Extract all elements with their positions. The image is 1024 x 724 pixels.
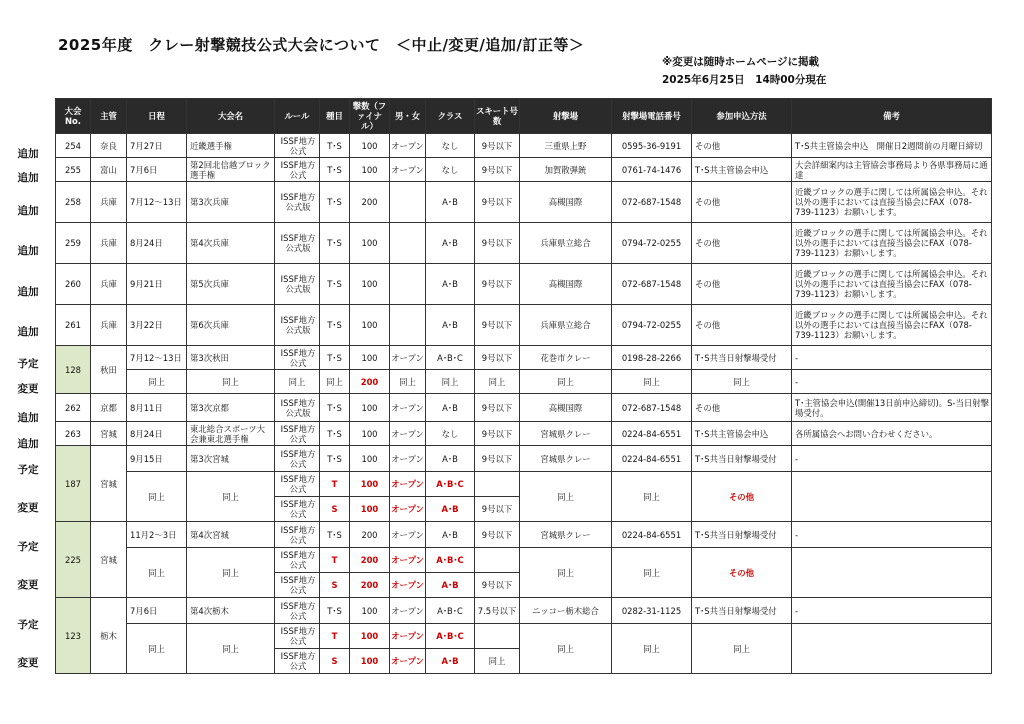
cell-no: 263 — [56, 422, 91, 446]
col-header-phone: 射撃場電話番号 — [612, 99, 692, 134]
table-row — [56, 134, 992, 158]
table-row — [56, 305, 992, 346]
cell-no: 254 — [56, 134, 91, 158]
cell-host: 富山 — [91, 158, 127, 182]
cell-shots: 100 — [350, 598, 390, 624]
cell-event: T — [320, 472, 350, 497]
cell-range: 兵庫県立総合 — [520, 223, 612, 264]
cell-event: S — [320, 573, 350, 598]
cell-apply: T･S共当日射撃場受付 — [692, 522, 792, 548]
cell-date: 11月2～3日 — [127, 522, 187, 548]
cell-rule: ISSF地方公式版 — [275, 182, 320, 223]
cell-event: T･S — [320, 182, 350, 223]
cell-remarks — [792, 472, 992, 522]
cell-gender: オープン — [390, 573, 426, 598]
cell-range: 高槻国際 — [520, 264, 612, 305]
status-label: 追加 — [17, 172, 39, 184]
cell-remarks: 大会詳細案内は主管協会事務局より各県事務局に通達 — [792, 158, 992, 182]
cell-name: 第3次秋田 — [187, 346, 275, 370]
table-row — [56, 370, 992, 394]
cell-class: A･B･C — [426, 624, 475, 649]
cell-host: 奈良 — [91, 134, 127, 158]
cell-rule: ISSF地方公式版 — [275, 264, 320, 305]
cell-skeet: 9号以下 — [475, 497, 520, 522]
cell-shots: 100 — [350, 422, 390, 446]
cell-event: T･S — [320, 394, 350, 422]
cell-shots: 200 — [350, 573, 390, 598]
cell-shots: 100 — [350, 497, 390, 522]
col-header-apply: 参加申込方法 — [692, 99, 792, 134]
cell-host: 兵庫 — [91, 182, 127, 223]
cell-shots: 100 — [350, 346, 390, 370]
status-label: 追加 — [17, 148, 39, 160]
cell-class: 同上 — [426, 370, 475, 394]
cell-gender: オープン — [390, 624, 426, 649]
cell-apply: T･S共主管協会申込 — [692, 422, 792, 446]
cell-range: 花巻市クレー — [520, 346, 612, 370]
cell-skeet — [475, 472, 520, 497]
cell-remarks: T･主管協会申込(開催13日前申込締切)。S-当日射撃場受付。 — [792, 394, 992, 422]
cell-range: 宮城県クレー — [520, 446, 612, 472]
cell-skeet: 9号以下 — [475, 394, 520, 422]
cell-skeet: 9号以下 — [475, 264, 520, 305]
cell-apply: T･S共当日射撃場受付 — [692, 598, 792, 624]
cell-class: A･B — [426, 182, 475, 223]
cell-shots: 100 — [350, 223, 390, 264]
cell-remarks: 近畿ブロックの選手に関しては所属協会申込。それ以外の選手においては直接当協会にFAX（078-739-1123）お願いします。 — [792, 264, 992, 305]
cell-skeet: 9号以下 — [475, 346, 520, 370]
cell-host: 京都 — [91, 394, 127, 422]
cell-gender: 同上 — [390, 370, 426, 394]
as-of-date: 2025年6月25日 14時00分現在 — [662, 74, 827, 86]
cell-phone: 072-687-1548 — [612, 264, 692, 305]
status-label: 変更 — [17, 502, 39, 514]
cell-apply: T･S共主管協会申込 — [692, 158, 792, 182]
cell-host: 宮城 — [91, 422, 127, 446]
header-row — [56, 99, 992, 134]
table-row — [56, 598, 992, 624]
cell-class: A･B — [426, 394, 475, 422]
cell-apply: その他 — [692, 548, 792, 598]
cell-gender: オープン — [390, 472, 426, 497]
cell-event: T — [320, 624, 350, 649]
cell-gender: オープン — [390, 522, 426, 548]
cell-name: 第4次宮城 — [187, 522, 275, 548]
cell-gender — [390, 182, 426, 223]
cell-remarks: - — [792, 446, 992, 472]
cell-class: A･B — [426, 497, 475, 522]
cell-range: 宮城県クレー — [520, 522, 612, 548]
cell-name: 第4次栃木 — [187, 598, 275, 624]
cell-shots: 100 — [350, 264, 390, 305]
cell-date: 9月15日 — [127, 446, 187, 472]
cell-date: 同上 — [127, 370, 187, 394]
cell-name: 近畿選手権 — [187, 134, 275, 158]
cell-event: T･S — [320, 223, 350, 264]
cell-name: 第6次兵庫 — [187, 305, 275, 346]
cell-no: 187 — [56, 446, 91, 522]
cell-event: 同上 — [320, 370, 350, 394]
cell-date: 同上 — [127, 472, 187, 522]
status-label: 変更 — [17, 657, 39, 669]
cell-name: 同上 — [187, 370, 275, 394]
cell-phone: 同上 — [612, 472, 692, 522]
cell-date: 7月6日 — [127, 158, 187, 182]
cell-rule: ISSF地方公式 — [275, 346, 320, 370]
cell-date: 7月6日 — [127, 598, 187, 624]
col-header-rule: ルール — [275, 99, 320, 134]
cell-host: 兵庫 — [91, 305, 127, 346]
cell-class: A･B･C — [426, 472, 475, 497]
cell-remarks — [792, 624, 992, 674]
col-header-skeet: スキート号数 — [475, 99, 520, 134]
cell-host: 兵庫 — [91, 223, 127, 264]
cell-date: 8月24日 — [127, 223, 187, 264]
cell-class: A･B･C — [426, 346, 475, 370]
cell-gender: オープン — [390, 346, 426, 370]
cell-gender — [390, 223, 426, 264]
cell-apply: T･S共当日射撃場受付 — [692, 346, 792, 370]
cell-rule: ISSF地方公式 — [275, 158, 320, 182]
cell-date: 8月11日 — [127, 394, 187, 422]
cell-class: A･B — [426, 573, 475, 598]
cell-no: 261 — [56, 305, 91, 346]
table-row — [56, 158, 992, 182]
cell-remarks: 近畿ブロックの選手に関しては所属協会申込。それ以外の選手においては直接当協会にFAX（078-739-1123）お願いします。 — [792, 182, 992, 223]
cell-host: 宮城 — [91, 446, 127, 522]
cell-skeet: 9号以下 — [475, 305, 520, 346]
cell-apply: その他 — [692, 182, 792, 223]
cell-phone: 同上 — [612, 548, 692, 598]
cell-name: 第4次兵庫 — [187, 223, 275, 264]
cell-name: 同上 — [187, 548, 275, 598]
cell-gender: オープン — [390, 649, 426, 674]
table-row — [56, 182, 992, 223]
cell-apply: 同上 — [692, 370, 792, 394]
cell-range: 宮城県クレー — [520, 422, 612, 446]
cell-shots: 100 — [350, 305, 390, 346]
cell-rule: ISSF地方公式 — [275, 422, 320, 446]
cell-phone: 0794-72-0255 — [612, 305, 692, 346]
cell-remarks: - — [792, 598, 992, 624]
col-header-name: 大会名 — [187, 99, 275, 134]
cell-host: 栃木 — [91, 598, 127, 674]
cell-gender: オープン — [390, 446, 426, 472]
status-label: 予定 — [17, 464, 39, 476]
cell-no: 262 — [56, 394, 91, 422]
cell-name: 第3次兵庫 — [187, 182, 275, 223]
cell-apply: その他 — [692, 223, 792, 264]
cell-date: 7月12～13日 — [127, 346, 187, 370]
table-row — [56, 346, 992, 370]
cell-host: 宮城 — [91, 522, 127, 598]
cell-name: 第3次宮城 — [187, 446, 275, 472]
table-row — [56, 223, 992, 264]
cell-event: T — [320, 548, 350, 573]
cell-range: 同上 — [520, 370, 612, 394]
cell-range: 三重県上野 — [520, 134, 612, 158]
cell-no: 128 — [56, 346, 91, 394]
cell-name: 東北総合スポーツ大会兼東北選手権 — [187, 422, 275, 446]
cell-remarks: - — [792, 522, 992, 548]
cell-skeet: 9号以下 — [475, 573, 520, 598]
cell-class: A･B･C — [426, 548, 475, 573]
cell-host: 秋田 — [91, 346, 127, 394]
cell-date: 7月12～13日 — [127, 182, 187, 223]
cell-class: A･B — [426, 522, 475, 548]
cell-skeet: 9号以下 — [475, 446, 520, 472]
table-row — [56, 264, 992, 305]
cell-event: S — [320, 649, 350, 674]
cell-name: 同上 — [187, 472, 275, 522]
cell-skeet: 同上 — [475, 649, 520, 674]
table-row — [56, 422, 992, 446]
cell-apply: その他 — [692, 134, 792, 158]
cell-range: 高槻国際 — [520, 182, 612, 223]
cell-shots: 100 — [350, 158, 390, 182]
cell-rule: ISSF地方公式版 — [275, 394, 320, 422]
cell-shots: 200 — [350, 182, 390, 223]
cell-class: A･B — [426, 649, 475, 674]
cell-shots: 200 — [350, 522, 390, 548]
cell-remarks: 近畿ブロックの選手に関しては所属協会申込。それ以外の選手においては直接当協会にFAX（078-739-1123）お願いします。 — [792, 305, 992, 346]
cell-skeet: 9号以下 — [475, 182, 520, 223]
cell-phone: 0224-84-6551 — [612, 522, 692, 548]
cell-class: A･B･C — [426, 598, 475, 624]
cell-class: A･B — [426, 223, 475, 264]
col-header-remarks: 備考 — [792, 99, 992, 134]
status-label: 予定 — [17, 358, 39, 370]
cell-range: 同上 — [520, 624, 612, 674]
cell-no: 259 — [56, 223, 91, 264]
cell-skeet: 9号以下 — [475, 158, 520, 182]
cell-gender — [390, 264, 426, 305]
cell-no: 258 — [56, 182, 91, 223]
cell-skeet — [475, 548, 520, 573]
cell-event: T･S — [320, 522, 350, 548]
cell-range: 同上 — [520, 548, 612, 598]
cell-remarks: - — [792, 370, 992, 394]
table-row — [56, 446, 992, 472]
cell-rule: ISSF地方公式 — [275, 497, 320, 522]
table-row — [56, 522, 992, 548]
cell-shots: 100 — [350, 649, 390, 674]
cell-range: ニッコー栃木総合 — [520, 598, 612, 624]
status-label: 追加 — [17, 326, 39, 338]
col-header-gender: 男・女 — [390, 99, 426, 134]
cell-no: 225 — [56, 522, 91, 598]
cell-range: 同上 — [520, 472, 612, 522]
cell-rule: ISSF地方公式版 — [275, 223, 320, 264]
cell-skeet: 9号以下 — [475, 522, 520, 548]
cell-gender: オープン — [390, 134, 426, 158]
cell-date: 8月24日 — [127, 422, 187, 446]
col-header-host: 主管 — [91, 99, 127, 134]
col-header-class: クラス — [426, 99, 475, 134]
cell-skeet: 7.5号以下 — [475, 598, 520, 624]
cell-phone: 0198-28-2266 — [612, 346, 692, 370]
cell-shots: 100 — [350, 134, 390, 158]
cell-skeet: 9号以下 — [475, 134, 520, 158]
cell-apply: その他 — [692, 305, 792, 346]
cell-gender: オープン — [390, 497, 426, 522]
cell-rule: 同上 — [275, 370, 320, 394]
table-row — [56, 472, 992, 497]
status-label: 予定 — [17, 619, 39, 631]
cell-skeet — [475, 624, 520, 649]
cell-gender: オープン — [390, 598, 426, 624]
cell-class: A･B — [426, 264, 475, 305]
cell-rule: ISSF地方公式 — [275, 134, 320, 158]
cell-date: 9月21日 — [127, 264, 187, 305]
cell-shots: 100 — [350, 394, 390, 422]
cell-rule: ISSF地方公式 — [275, 548, 320, 573]
cell-skeet: 9号以下 — [475, 422, 520, 446]
cell-class: なし — [426, 134, 475, 158]
cell-apply: その他 — [692, 394, 792, 422]
cell-name: 同上 — [187, 624, 275, 674]
cell-range: 兵庫県立総合 — [520, 305, 612, 346]
cell-gender: オープン — [390, 548, 426, 573]
cell-range: 高槻国際 — [520, 394, 612, 422]
cell-class: なし — [426, 158, 475, 182]
cell-no: 255 — [56, 158, 91, 182]
cell-remarks: - — [792, 346, 992, 370]
cell-remarks: 各所属協会へお問い合わせください。 — [792, 422, 992, 446]
cell-phone: 0595-36-9191 — [612, 134, 692, 158]
cell-apply: 同上 — [692, 624, 792, 674]
cell-phone: 0761-74-1476 — [612, 158, 692, 182]
cell-class: A･B — [426, 446, 475, 472]
cell-class: なし — [426, 422, 475, 446]
cell-phone: 072-687-1548 — [612, 394, 692, 422]
cell-event: T･S — [320, 446, 350, 472]
cell-name: 第3次京都 — [187, 394, 275, 422]
cell-shots: 200 — [350, 370, 390, 394]
cell-shots: 200 — [350, 548, 390, 573]
cell-event: T･S — [320, 264, 350, 305]
cell-event: T･S — [320, 422, 350, 446]
cell-rule: ISSF地方公式 — [275, 446, 320, 472]
cell-phone: 0282-31-1125 — [612, 598, 692, 624]
cell-rule: ISSF地方公式 — [275, 649, 320, 674]
cell-skeet: 9号以下 — [475, 223, 520, 264]
cell-apply: T･S共当日射撃場受付 — [692, 446, 792, 472]
cell-rule: ISSF地方公式 — [275, 522, 320, 548]
cell-name: 第5次兵庫 — [187, 264, 275, 305]
table-row — [56, 548, 992, 573]
cell-gender: オープン — [390, 394, 426, 422]
col-header-shots: 撃数（ファイナル） — [350, 99, 390, 134]
cell-rule: ISSF地方公式 — [275, 472, 320, 497]
cell-rule: ISSF地方公式 — [275, 598, 320, 624]
cell-remarks: T･S共主管協会申込 開催日2週間前の月曜日締切 — [792, 134, 992, 158]
cell-range: 加賀散弾銃 — [520, 158, 612, 182]
cell-shots: 100 — [350, 624, 390, 649]
col-header-date: 日程 — [127, 99, 187, 134]
cell-no: 260 — [56, 264, 91, 305]
cell-phone: 0224-84-6551 — [612, 446, 692, 472]
cell-shots: 100 — [350, 472, 390, 497]
cell-event: T･S — [320, 305, 350, 346]
cell-event: T･S — [320, 598, 350, 624]
page-title: 2025年度 クレー射撃競技公式大会について ＜中止/変更/追加/訂正等＞ — [58, 36, 585, 54]
cell-remarks: 近畿ブロックの選手に関しては所属協会申込。それ以外の選手においては直接当協会にFAX（078-739-1123）お願いします。 — [792, 223, 992, 264]
col-header-event: 種目 — [320, 99, 350, 134]
cell-no: 123 — [56, 598, 91, 674]
status-label: 変更 — [17, 383, 39, 395]
cell-date: 7月27日 — [127, 134, 187, 158]
cell-phone: 072-687-1548 — [612, 182, 692, 223]
status-label: 追加 — [17, 245, 39, 257]
cell-phone: 同上 — [612, 370, 692, 394]
cell-date: 3月22日 — [127, 305, 187, 346]
cell-host: 兵庫 — [91, 264, 127, 305]
cell-shots: 100 — [350, 446, 390, 472]
cell-event: S — [320, 497, 350, 522]
status-label: 追加 — [17, 205, 39, 217]
status-label: 追加 — [17, 438, 39, 450]
cell-event: T･S — [320, 158, 350, 182]
status-label: 追加 — [17, 286, 39, 298]
cell-date: 同上 — [127, 624, 187, 674]
cell-class: A･B — [426, 305, 475, 346]
cell-rule: ISSF地方公式版 — [275, 305, 320, 346]
cell-event: T･S — [320, 134, 350, 158]
cell-gender — [390, 305, 426, 346]
col-header-range: 射撃場 — [520, 99, 612, 134]
cell-rule: ISSF地方公式 — [275, 624, 320, 649]
cell-remarks — [792, 548, 992, 598]
col-header-no: 大会No. — [56, 99, 91, 134]
cell-gender: オープン — [390, 158, 426, 182]
cell-gender: オープン — [390, 422, 426, 446]
table-row — [56, 624, 992, 649]
cell-name: 第2回北信越ブロック選手権 — [187, 158, 275, 182]
cell-apply: その他 — [692, 264, 792, 305]
cell-phone: 同上 — [612, 624, 692, 674]
cell-phone: 0224-84-6551 — [612, 422, 692, 446]
cell-phone: 0794-72-0255 — [612, 223, 692, 264]
events-table — [55, 98, 992, 674]
status-label: 追加 — [17, 412, 39, 424]
status-label: 変更 — [17, 579, 39, 591]
cell-apply: その他 — [692, 472, 792, 522]
cell-date: 同上 — [127, 548, 187, 598]
cell-event: T･S — [320, 346, 350, 370]
cell-skeet: 同上 — [475, 370, 520, 394]
table-row — [56, 394, 992, 422]
cell-rule: ISSF地方公式 — [275, 573, 320, 598]
status-label: 予定 — [17, 541, 39, 553]
update-note: ※変更は随時ホームページに掲載 — [662, 56, 819, 68]
